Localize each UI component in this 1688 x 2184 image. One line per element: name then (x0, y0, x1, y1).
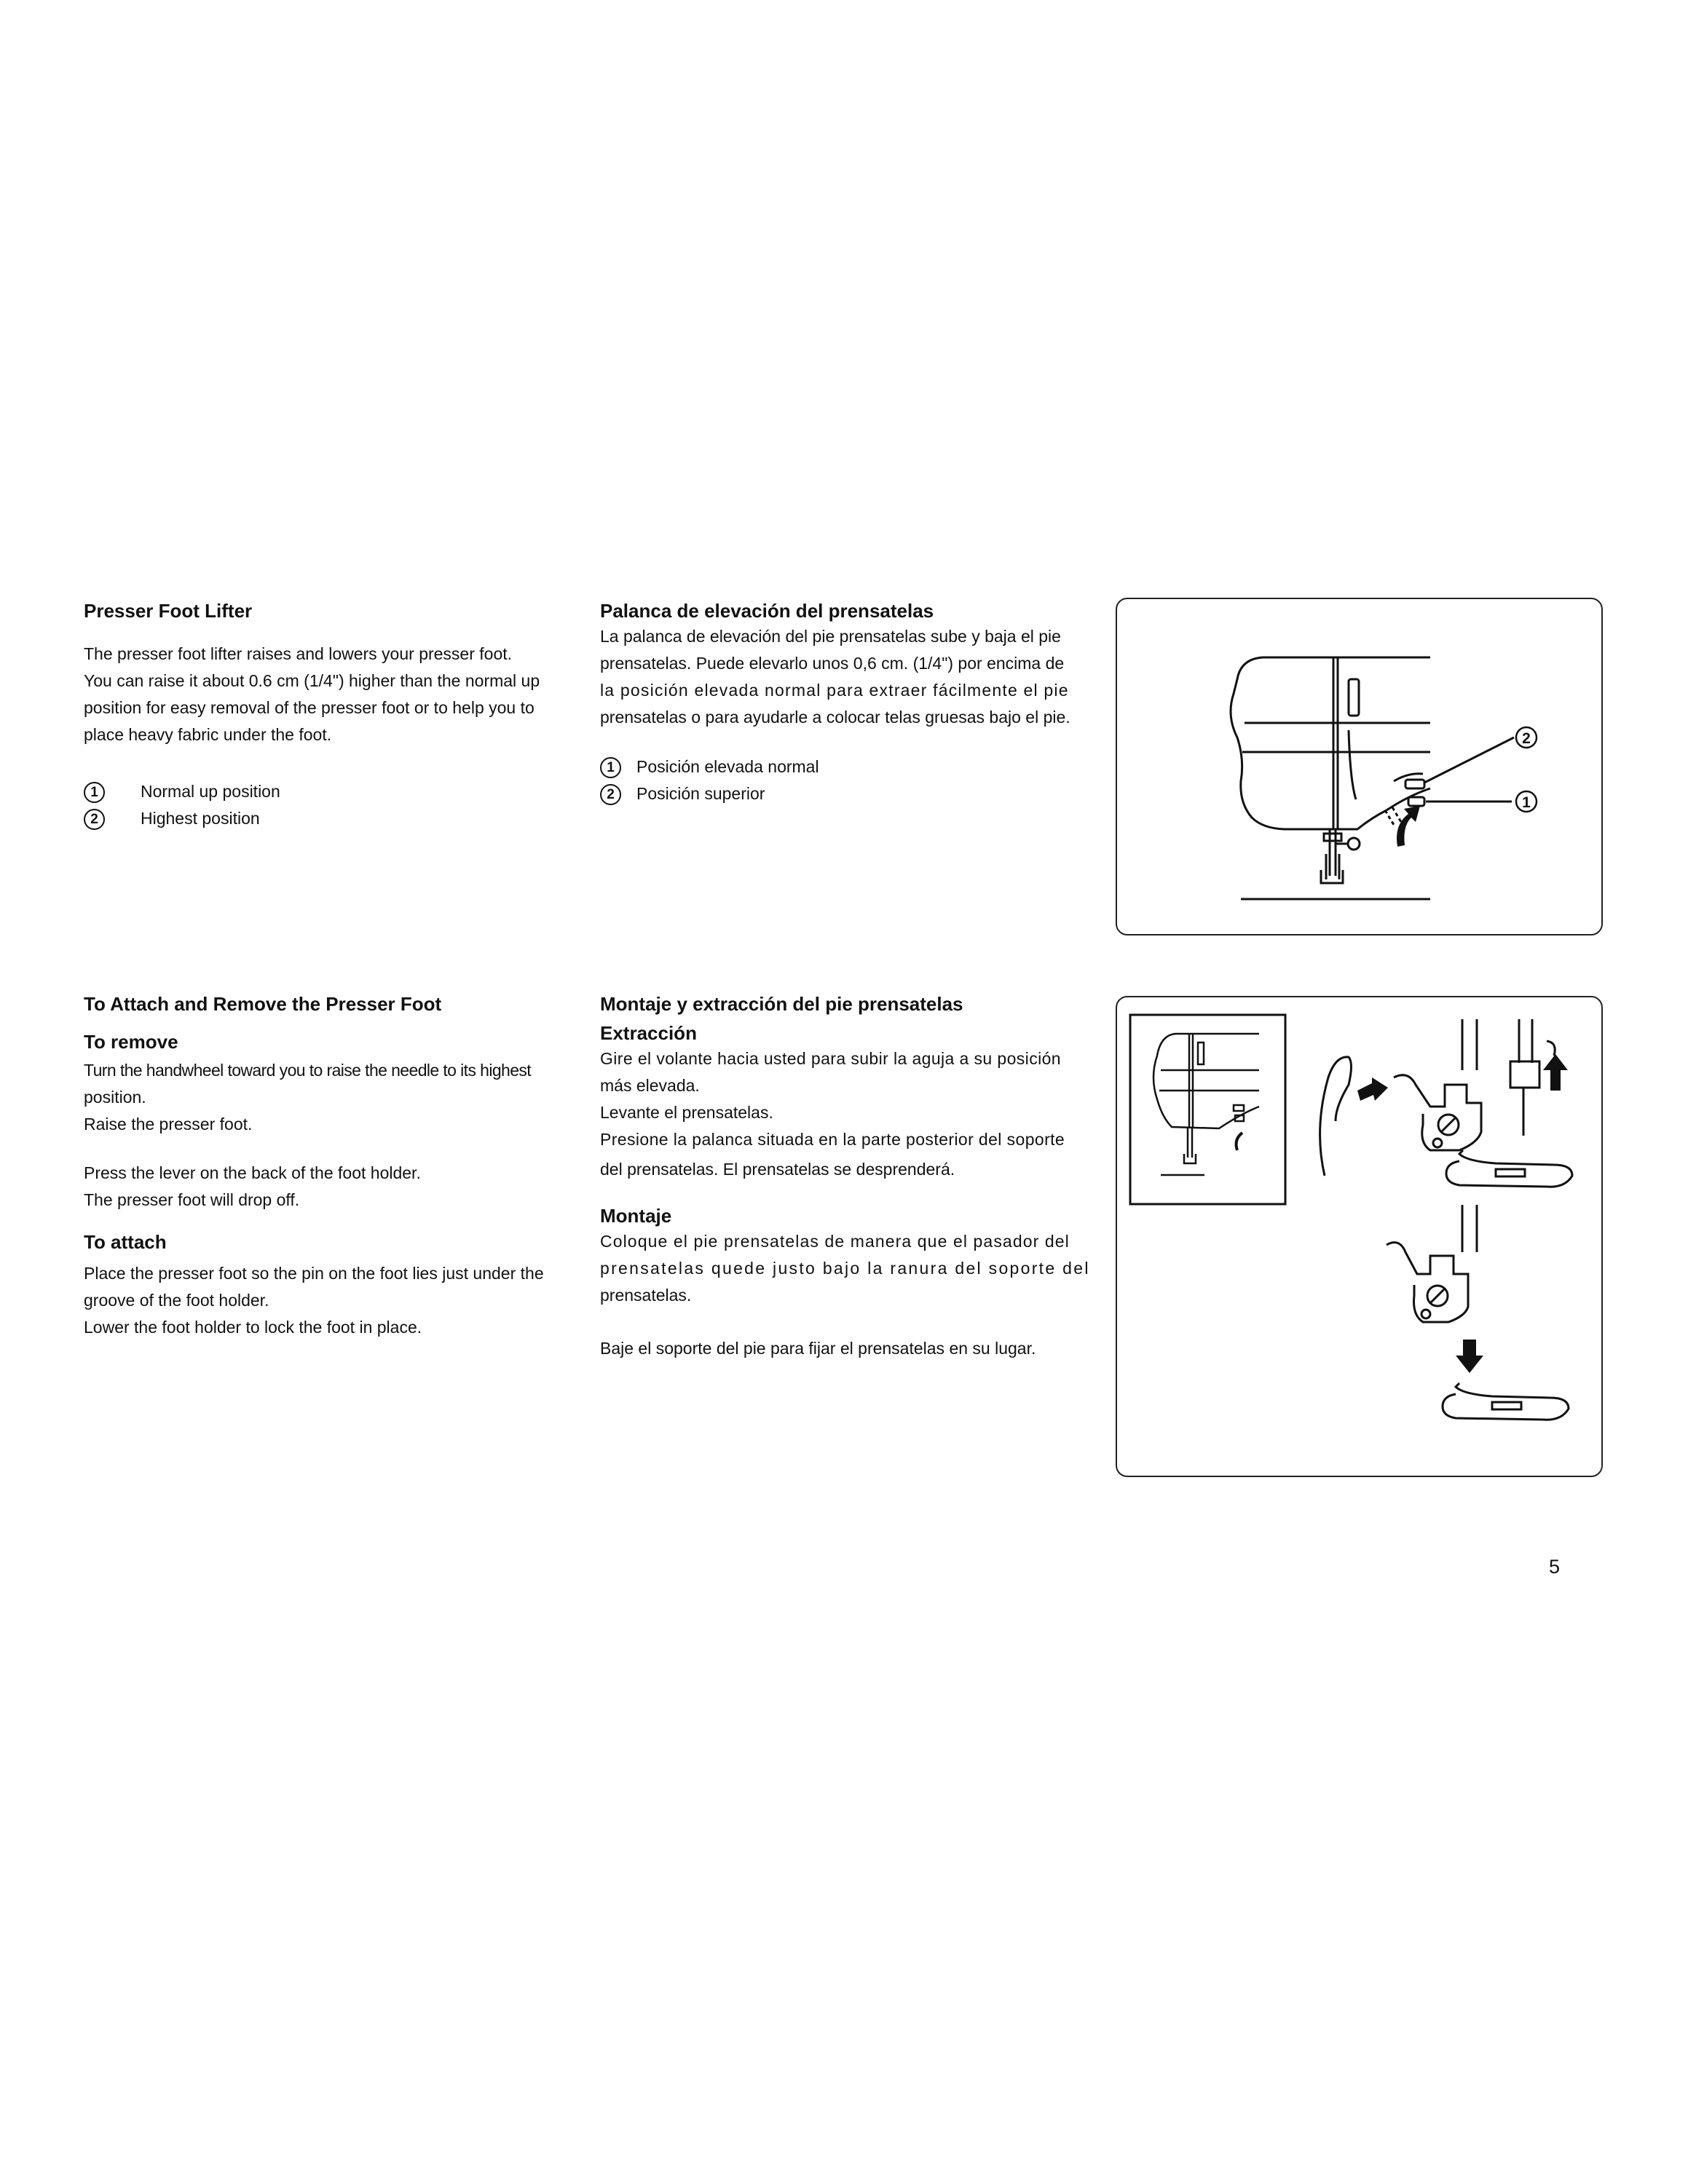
callout-label: 2 (1522, 730, 1531, 747)
finger-icon (1320, 1057, 1352, 1176)
list-item (84, 805, 564, 832)
body-line: place heavy fabric under the foot. (84, 725, 332, 744)
list-item (84, 778, 564, 805)
page-number: 5 (1549, 1556, 1561, 1578)
presser-foot-holder-icon (1394, 1019, 1572, 1187)
list-item-label: Posición elevada normal (636, 757, 819, 776)
right-arrow-icon (1357, 1077, 1388, 1101)
down-arrow-icon (1456, 1340, 1483, 1373)
body-line: The presser foot lifter raises and lowers your presser foot. (84, 644, 513, 663)
body-line: Place the presser foot so the pin on the foot lies just under the (84, 1264, 544, 1283)
callout-number: 2 (600, 784, 621, 805)
body-line: position. (84, 1088, 146, 1107)
body-line: prensatelas o para ayudarle a colocar telas gruesas bajo el pie. (600, 708, 1070, 727)
section2-en (84, 992, 566, 1341)
section-title: Palanca de elevación del prensatelas (600, 600, 934, 622)
body-line: Baje el soporte del pie para fijar el prensatelas en su lugar. (600, 1339, 1036, 1358)
body-line: prensatelas. (600, 1286, 692, 1305)
subsection-title: Montaje (600, 1205, 672, 1227)
list-item-label: Normal up position (141, 782, 280, 801)
subsection-title: Extracción (600, 1022, 697, 1044)
callout-label: 1 (1522, 794, 1531, 811)
presser-foot-illustration (1117, 997, 1604, 1479)
section2-es (600, 992, 1092, 1362)
inset-machine-icon (1130, 1015, 1285, 1204)
list-item-label: Posición superior (636, 784, 765, 803)
body-line: groove of the foot holder. (84, 1291, 269, 1310)
section-title: Presser Foot Lifter (84, 600, 253, 622)
body-line: Turn the handwheel toward you to raise the needle to its highest (84, 1061, 532, 1080)
up-arrow-icon (1397, 806, 1420, 847)
presser-foot-icon (1387, 1205, 1569, 1420)
body-line: You can raise it about 0.6 cm (1/4") higher than the normal up (84, 671, 540, 690)
body-line: Press the lever on the back of the foot holder. (84, 1163, 421, 1182)
body-line: Levante el prensatelas. (600, 1103, 773, 1122)
body-line: Raise the presser foot. (84, 1115, 253, 1133)
body-line: la posición elevada normal para extraer fácilmente el pie (600, 681, 1069, 700)
body-line: position for easy removal of the presser foot or to help you to (84, 698, 535, 717)
body-line: Gire el volante hacia usted para subir la aguja a su posición (600, 1049, 1061, 1068)
section1-es (600, 598, 1092, 807)
list-item (600, 753, 1092, 780)
sewing-machine-head-illustration (1117, 599, 1604, 937)
body-line: Coloque el pie prensatelas de manera que el pasador del (600, 1232, 1070, 1251)
body-line: Presione la palanca situada en la parte posterior del soporte (600, 1130, 1065, 1149)
callout-1-icon (1516, 791, 1537, 812)
section-title: Montaje y extracción del pie prensatelas (600, 993, 963, 1015)
callout-number: 1 (600, 757, 621, 778)
body-line: del prensatelas. El prensatelas se desprenderá. (600, 1160, 955, 1179)
figure-presser-foot-lifter (1116, 598, 1603, 935)
callout-number: 2 (84, 809, 105, 830)
section-title: To Attach and Remove the Presser Foot (84, 993, 442, 1015)
callout-2-icon (1516, 727, 1537, 748)
body-line: más elevada. (600, 1076, 700, 1095)
subsection-title: To remove (84, 1031, 178, 1053)
body-line: La palanca de elevación del pie prensatelas sube y baja el pie (600, 627, 1061, 646)
list-item-label: Highest position (141, 809, 260, 828)
figure-attach-remove-presser-foot (1116, 996, 1603, 1477)
up-arrow-icon (1543, 1054, 1568, 1091)
subsection-title: To attach (84, 1231, 167, 1253)
body-line: Lower the foot holder to lock the foot in place. (84, 1318, 422, 1337)
body-line: prensatelas quede justo bajo la ranura del soporte del (600, 1259, 1090, 1278)
section1-en (84, 598, 564, 832)
body-line: prensatelas. Puede elevarlo unos 0,6 cm. (1/4") por encima de (600, 654, 1065, 673)
body-line: The presser foot will drop off. (84, 1190, 300, 1209)
callout-number: 1 (84, 782, 105, 803)
list-item (600, 780, 1092, 807)
